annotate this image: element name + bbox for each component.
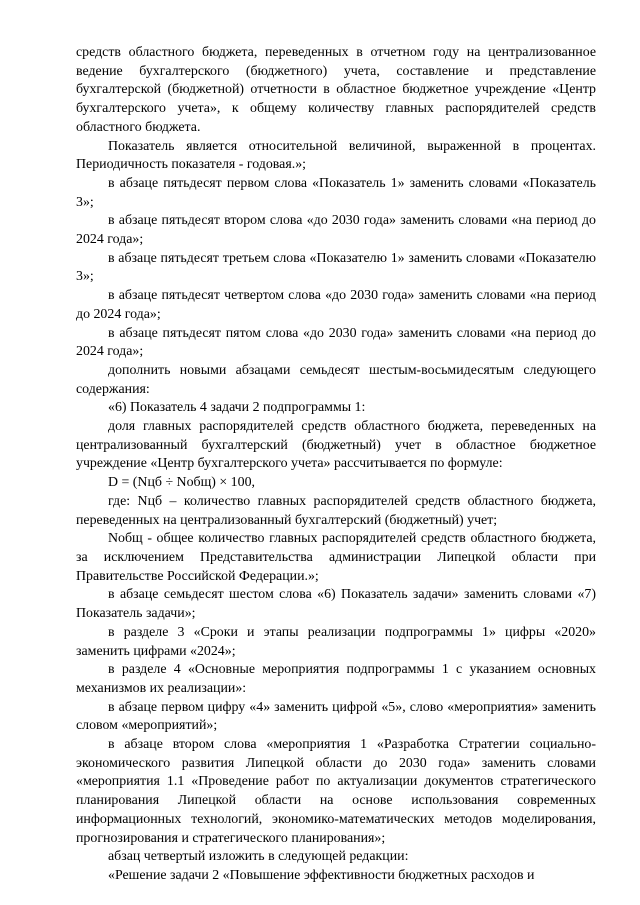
paragraph-20: «Решение задачи 2 «Повышение эффективности бюджетных расходов и [108, 867, 535, 883]
paragraph-10: доля главных распорядителей средств областного бюджета, переведенных на централизованный бухгалтерский (бюджетный) учет в областное бюджетное учреждение «Центр бухгалтерского учета» рассчитывается по формуле: [76, 419, 596, 472]
paragraph-8: дополнить новыми абзацами семьдесят шестым-восьмидесятым следующего содержания: [76, 362, 596, 397]
paragraph-12: где: Nцб – количество главных распорядителей средств областного бюджета, переведенных на централизованный бухгалтерский (бюджетный) учет; [76, 493, 596, 528]
document-page [76, 44, 596, 886]
paragraph-13: Nобщ - общее количество главных распорядителей средств областного бюджета, за исключением Представительства администрации Липецкой области при Правительстве Российской Федерации.»; [76, 531, 596, 584]
paragraph-9: «6) Показатель 4 задачи 2 подпрограммы 1: [108, 400, 366, 416]
paragraph-4: в абзаце пятьдесят втором слова «до 2030 года» заменить словами «на период до 2024 года»; [76, 213, 596, 248]
paragraph-15: в разделе 3 «Сроки и этапы реализации подпрограммы 1» цифры «2020» заменить цифрами «2024»; [76, 624, 596, 659]
paragraph-16: в разделе 4 «Основные мероприятия подпрограммы 1 с указанием основных механизмов их реализации»: [76, 662, 596, 696]
paragraph-1: средств областного бюджета, переведенных в отчетном году на централизованное ведение бухгалтерского (бюджетного) учета, составление и представление бухгалтерской (бюджетной) отчетности в областное бюджетное учреждение «Центр бухгалтерского учета», к общему количеству главных распорядителей средств областного бюджета. [76, 45, 596, 135]
paragraph-3: в абзаце пятьдесят первом слова «Показатель 1» заменить словами «Показатель 3»; [76, 175, 596, 210]
paragraph-17: в абзаце первом цифру «4» заменить цифрой «5», слово «мероприятия» заменить словом «мероприятий»; [76, 699, 596, 734]
paragraph-7: в абзаце пятьдесят пятом слова «до 2030 года» заменить словами «на период до 2024 года»; [76, 325, 596, 360]
paragraph-19: абзац четвертый изложить в следующей редакции: [108, 849, 409, 865]
paragraph-18: в абзаце втором слова «мероприятия 1 «Разработка Стратегии социально-экономического развития Липецкой области до 2030 года» заменить словами «мероприятия 1.1 «Проведение работ по актуализации документов стратегического планирования Липецкой области на основе использования современных информационных технологий, экономико-математических методов моделирования, прогнозирования и стратегического планирования»; [76, 737, 596, 846]
paragraph-6: в абзаце пятьдесят четвертом слова «до 2030 года» заменить словами «на период до 2024 года»; [76, 288, 596, 322]
formula: D = (Nцб ÷ Nобщ) × 100, [108, 475, 255, 491]
paragraph-14: в абзаце семьдесят шестом слова «6) Показатель задачи» заменить словами «7) Показатель задачи»; [76, 587, 596, 622]
paragraph-2: Показатель является относительной величиной, выраженной в процентах. Периодичность показателя - годовая.»; [76, 138, 596, 173]
paragraph-5: в абзаце пятьдесят третьем слова «Показателю 1» заменить словами «Показателю 3»; [76, 250, 596, 285]
